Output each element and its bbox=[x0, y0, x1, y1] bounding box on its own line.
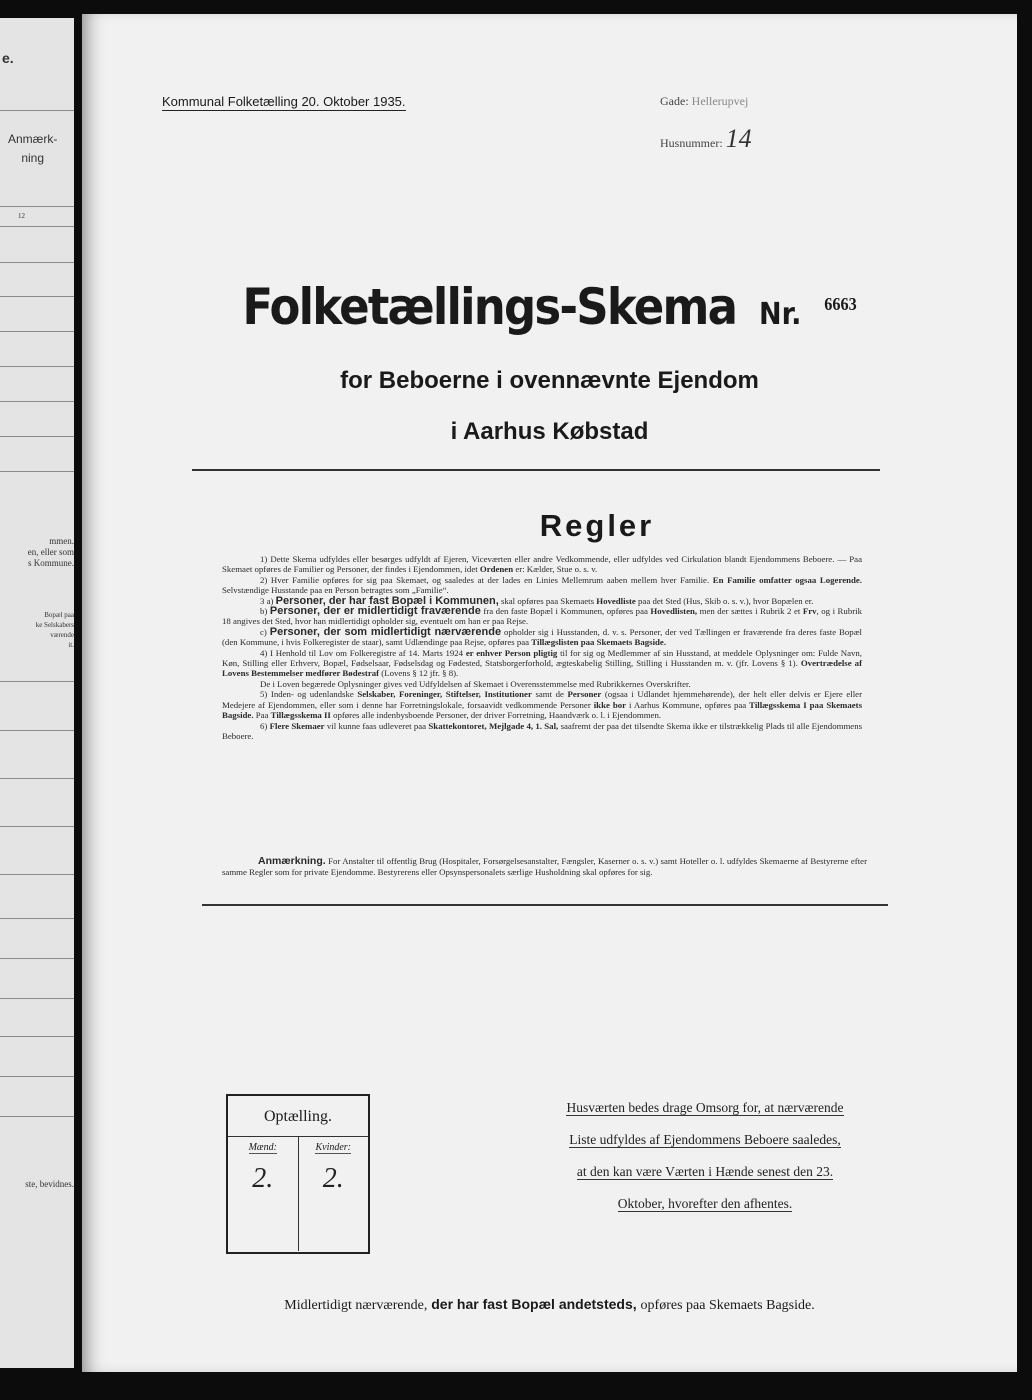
left-fragment-2b: ke Selskabers bbox=[35, 621, 74, 629]
left-rule bbox=[0, 730, 74, 731]
footer-part-b: der har fast Bopæl andetsteds, bbox=[431, 1296, 637, 1312]
left-fragment-2c: værende bbox=[50, 631, 74, 639]
left-fragment-2d: it. bbox=[68, 641, 74, 649]
rule-3b: b) Personer, der er midlertidigt fraværende fra den faste Bopæl i Kommunen, opføres paa Hovedlisten, men der sættes i Rubrik 2 et Frv, og i Rubrik 18 angives det Sted, hvor han midlertidigt opholder sig, eventuelt om han er paa Rejse. bbox=[222, 605, 862, 627]
left-rule bbox=[0, 918, 74, 919]
rule-4-continued: De i Loven begærede Oplysninger gives ved Udfyldelsen af Skemaet i Overensstemmelse med Rubrikkernes Overskrifter. bbox=[260, 678, 691, 689]
remark-label: Anmærkning. bbox=[258, 855, 326, 867]
count-box-title: Optælling. bbox=[228, 1096, 368, 1137]
rule-5: 5) Inden- og udenlandske Selskaber, Foreninger, Stiftelser, Institutioner samt de Personer (ogsaa i Udlandet hjemmehørende), der helt eller delvis er Ejere eller Medejere af Ejendommen, eller som i denne har Forretningslokale, forsaavidt vedkommende Personer ikke bor i Aarhus Kommune, opføres paa Tillægsskema I paa Skemaets Bagside. Paa Tillægsskema II opføres alle indenbysboende Personer, der driver Forretning, Haandværk o. l. i Ejendommen. bbox=[222, 689, 863, 721]
left-rule bbox=[0, 296, 74, 297]
instruction-line-1: Husværten bedes drage Omsorg for, at nærværende bbox=[566, 1100, 844, 1115]
women-label: Kvinder: bbox=[315, 1142, 352, 1153]
left-rule bbox=[0, 1076, 74, 1077]
rule-4: 4) I Henhold til Lov om Folkeregistre af 14. Marts 1924 er enhver Person pligtig til for sig og Medlemmer af sin Husstand, at meddele Oplysninger om: Fulde Navn, Køn, Stilling eller Erhverv, Bopæl, Fødselsaar, Fødselsdag og Fødested, Statsborgerforhold, ægteskabelig Stilling, Stilling i Husstanden m. v. (jfr. Lovens § 1). Overtrædelse af Lovens Bestemmelser medfører Bødestraf (Lovens § 12 jfr. § 8). bbox=[222, 647, 863, 679]
rule-6: 6) Flere Skemaer vil kunne faas udleveret paa Skattekontoret, Mejlgade 4, 1. Sal, saafremt der paa det tilsendte Skema ikke er tilstrækkelig Plads til alle Ejendommens Beboere. bbox=[222, 720, 863, 741]
remark-paragraph bbox=[222, 856, 867, 878]
women-count: 2. bbox=[322, 1163, 344, 1194]
form-subtitle-2: i Aarhus Købstad bbox=[450, 418, 649, 445]
left-column-header: Anmærk- ning bbox=[8, 132, 58, 165]
left-page-fragment bbox=[0, 18, 74, 1368]
house-number-label: Husnummer: bbox=[660, 136, 723, 150]
left-column-number: 12 bbox=[18, 212, 25, 220]
left-fragment-3: ste, bevidnes. bbox=[25, 1179, 74, 1189]
left-fragment-2a: Bopæl paa bbox=[44, 611, 74, 619]
rule-2: 2) Hver Familie opføres for sig paa Skemaet, og saaledes at der lades en Linies Mellemrum aaben mellem hver Familie. En Familie omfatter ogsaa Logerende. Selvstændige Husstande paa en Person betragtes som „Familie“. bbox=[222, 574, 862, 596]
men-count: 2. bbox=[252, 1163, 274, 1194]
form-title-main: Folketællings-Skema bbox=[242, 278, 737, 336]
women-count-column bbox=[298, 1137, 369, 1251]
street-label: Gade: bbox=[660, 94, 689, 108]
census-header: Kommunal Folketælling 20. Oktober 1935. bbox=[162, 94, 406, 109]
left-rule bbox=[0, 110, 74, 111]
divider bbox=[192, 469, 880, 471]
left-rule bbox=[0, 826, 74, 827]
left-fragment-top: e. bbox=[2, 50, 14, 66]
footer-part-c: opføres paa Skemaets Bagside. bbox=[640, 1298, 815, 1313]
left-rule bbox=[0, 874, 74, 875]
rules-heading: Regler bbox=[539, 508, 655, 543]
left-rule bbox=[0, 998, 74, 999]
men-count-column bbox=[228, 1137, 298, 1251]
left-rule bbox=[0, 226, 74, 227]
form-number-label: Nr. bbox=[759, 297, 802, 332]
count-box bbox=[226, 1094, 370, 1254]
footer-note bbox=[82, 1296, 1017, 1314]
left-rule bbox=[0, 401, 74, 402]
left-rule bbox=[0, 1036, 74, 1037]
left-fragment-1c: s Kommune. bbox=[28, 558, 74, 568]
rule-3a: 3 a) Personer, der har fast Bopæl i Kommunen, skal opføres paa Skemaets Hovedliste paa det Sted (Hus, Skib o. s. v.), hvor Bopælen er. bbox=[260, 594, 814, 607]
form-title bbox=[129, 278, 971, 336]
left-rule bbox=[0, 681, 74, 682]
instruction-line-4: Oktober, hvorefter den afhentes. bbox=[617, 1196, 793, 1211]
house-number-field bbox=[660, 124, 752, 154]
house-number-value: 14 bbox=[725, 124, 752, 153]
street-field bbox=[660, 94, 748, 109]
instruction-line-3: at den kan være Værten i Hænde senest den 23. bbox=[576, 1164, 834, 1179]
men-label: Mænd: bbox=[248, 1142, 277, 1153]
left-rule bbox=[0, 471, 74, 472]
left-rule bbox=[0, 778, 74, 779]
form-number: 6663 bbox=[824, 294, 857, 314]
census-form-page bbox=[82, 14, 1017, 1372]
left-rule bbox=[0, 1116, 74, 1117]
form-subtitle-1: for Beboerne i ovennævnte Ejendom bbox=[340, 367, 759, 394]
left-rule bbox=[0, 262, 74, 263]
left-rule bbox=[0, 958, 74, 959]
left-rule bbox=[0, 331, 74, 332]
rules-text bbox=[222, 554, 862, 741]
footer-part-a: Midlertidigt nærværende, bbox=[284, 1298, 428, 1313]
remark-text: For Anstalter til offentlig Brug (Hospitaler, Forsørgelsesanstalter, Fængsler, Kaserner o. s. v.) samt Hoteller o. l. udfyldes Skemaerne af Bestyrerne efter samme Regler som for private Ejendomme. Bestyrerens eller Opsynspersonalets særlige Husholdning skal opføres for sig. bbox=[222, 856, 867, 877]
left-fragment-1b: en, eller som bbox=[27, 547, 74, 557]
left-rule bbox=[0, 436, 74, 437]
rule-3c: c) Personer, der som midlertidigt nærværende opholder sig i Husstanden, d. v. s. Personer, der ved Tællingen er fraværende fra deres faste Bopæl (den Kommune, i hvis Folkeregister de staar), samt Udlændinge paa Rejse, opføres paa Tillægslisten paa Skemaets Bagside. bbox=[222, 625, 863, 648]
left-fragment-1a: mmen. bbox=[49, 536, 74, 546]
left-rule bbox=[0, 206, 74, 207]
landlord-instructions bbox=[530, 1092, 880, 1220]
rule-1: 1) Dette Skema udfyldes eller besørges udfyldt af Ejeren, Viceværten eller andre Vedkommende, eller udfyldes ved Cirkulation blandt Ejendommens Beboere. — Paa Skemaet opføres de Familier og Personer, der findes i Ejendommen, idet Ordenen er: Kælder, Stue o. s. v. bbox=[222, 554, 862, 575]
left-rule bbox=[0, 366, 74, 367]
divider bbox=[202, 904, 888, 906]
instruction-line-2: Liste udfyldes af Ejendommens Beboere saaledes, bbox=[569, 1132, 841, 1147]
street-value: Hellerupvej bbox=[691, 94, 749, 108]
